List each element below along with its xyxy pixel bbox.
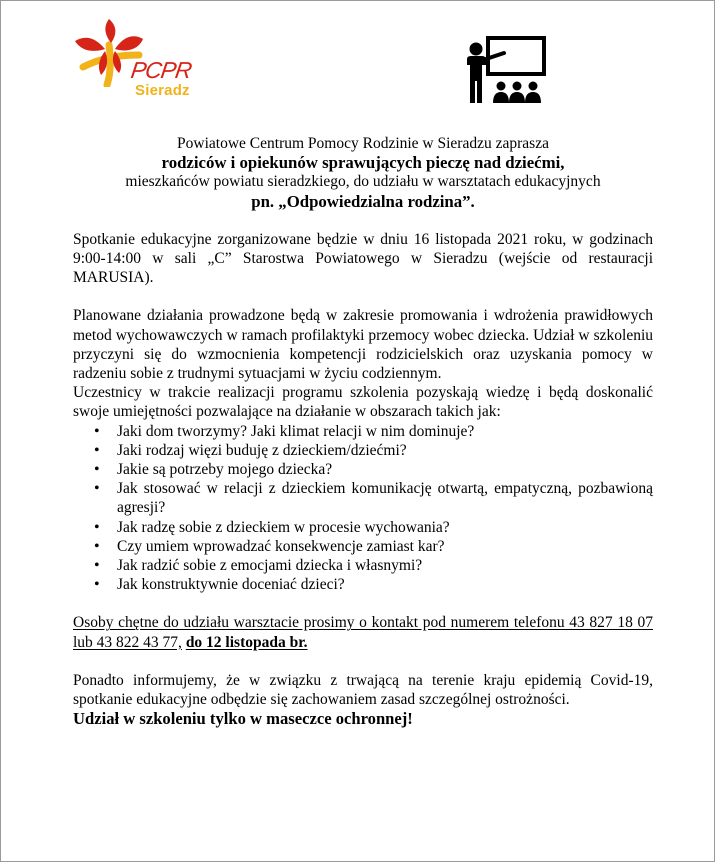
participants-paragraph: Uczestnicy w trakcie realizacji programu szkolenia pozyskają wiedzę i będą doskonalić swoje umiejętności pozwalające na działanie w obszarach takich jak: xyxy=(73,384,653,421)
pcpr-logo xyxy=(69,15,219,105)
contact-deadline: do 12 listopada br. xyxy=(185,633,308,651)
logo-subtext: Sieradz xyxy=(135,82,190,99)
intro-line-3: mieszkańców powiatu sieradzkiego, do udziału w warsztatach edukacyjnych xyxy=(125,173,601,191)
intro-line-2: rodziców i opiekunów sprawujących pieczę nad dziećmi, xyxy=(161,153,565,173)
contact-text: Osoby chętne do udziału warsztacie prosimy o kontakt pod numerem telefonu 43 827 18 07 lub 43 822 43 77, xyxy=(73,614,653,651)
meeting-paragraph: Spotkanie edukacyjne zorganizowane będzie w dniu 16 listopada 2021 roku, w godzinach 9:00-14:00 w sali „C” Starostwa Powiatowego w Sieradzu (wejście od restauracji MARUSIA). xyxy=(73,230,653,287)
list-item: • Jak stosować w relacji z dzieckiem komunikację otwartą, empatyczną, pozbawioną agresji? xyxy=(117,479,653,517)
list-item: • Jak radzę sobie z dzieckiem w procesie wychowania? xyxy=(117,518,653,537)
plan-paragraph: Planowane działania prowadzone będą w zakresie promowania i wdrożenia prawidłowych metod wychowawczych w ramach profilaktyki przemocy wobec dziecka. Udział w szkoleniu przyczyni się do wzmocnienia kompetencji rodzicielskich oraz uzyskania pomocy w radzeniu sobie z trudnymi sytuacjami w życiu codziennym. xyxy=(73,307,653,383)
list-item: • Jak konstruktywnie doceniać dzieci? xyxy=(117,575,653,594)
workshop-name: pn. „Odpowiedzialna rodzina”. xyxy=(251,191,475,211)
list-item: • Jak radzić sobie z emocjami dziecka i własnymi? xyxy=(117,556,653,575)
covid-notice-paragraph: Ponadto informujemy, że w związku z trwającą na terenie kraju epidemią Covid-19, spotkanie edukacyjne odbędzie się zachowaniem zasad szczególnej ostrożności. xyxy=(73,671,653,709)
contact-paragraph xyxy=(73,613,653,651)
topics-list xyxy=(73,422,653,595)
list-item: • Jaki dom tworzymy? Jaki klimat relacji w nim dominuje? xyxy=(117,422,653,441)
logo-text: PCPR xyxy=(129,57,193,83)
teacher-presentation-icon xyxy=(464,35,548,111)
list-item: • Czy umiem wprowadzać konsekwencje zamiast kar? xyxy=(117,537,653,556)
mask-notice: Udział w szkoleniu tylko w maseczce ochronnej! xyxy=(73,709,413,729)
document-body xyxy=(73,134,653,728)
list-item: • Jaki rodzaj więzi buduję z dzieckiem/dziećmi? xyxy=(117,441,653,460)
intro-line-1: Powiatowe Centrum Pomocy Rodzinie w Sieradzu zaprasza xyxy=(177,135,549,152)
list-item: • Jakie są potrzeby mojego dziecka? xyxy=(117,460,653,479)
